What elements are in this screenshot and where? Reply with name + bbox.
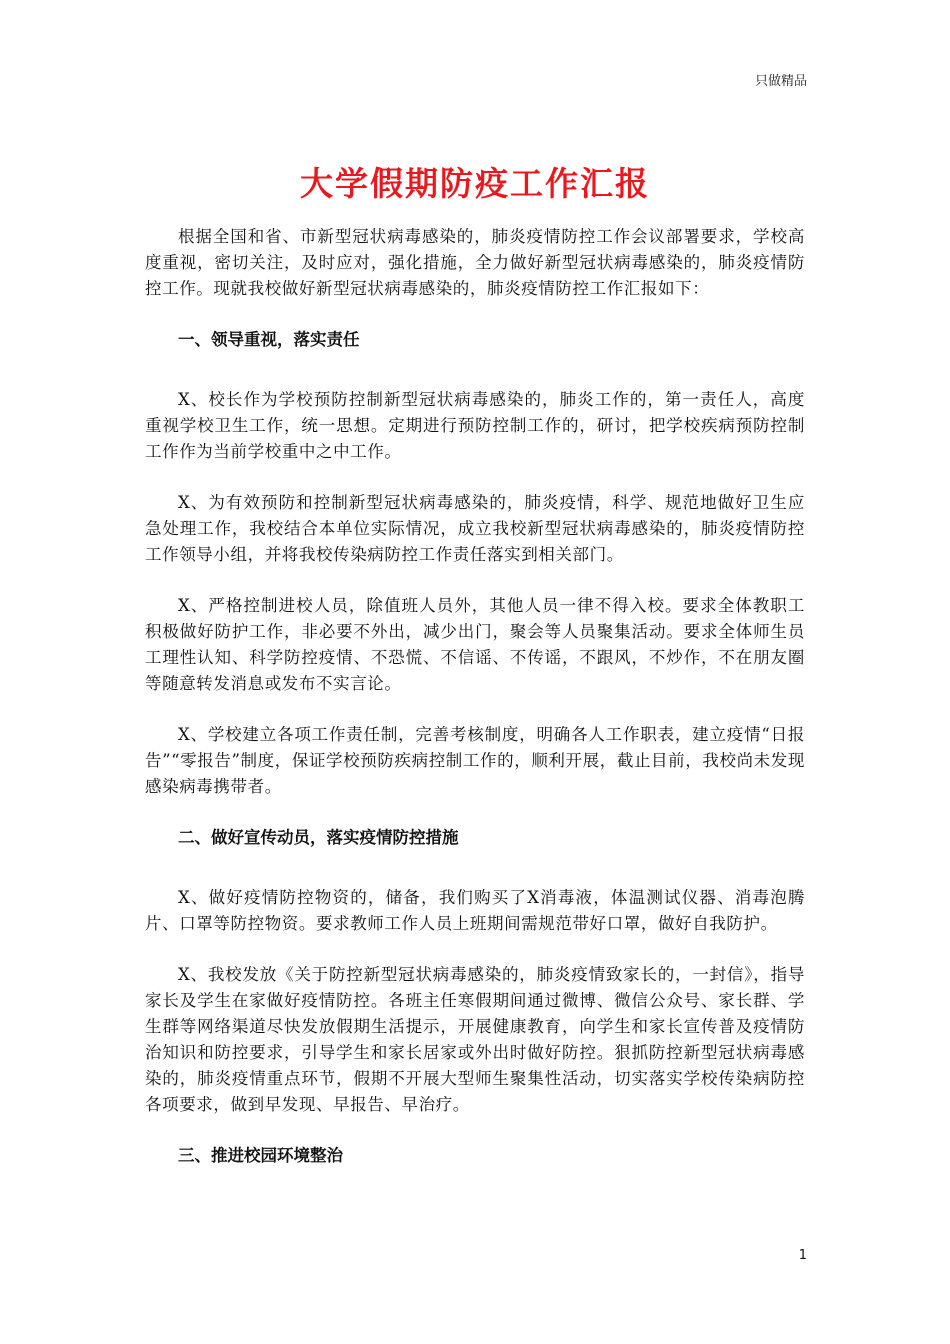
section-2-paragraph-2: X、我校发放《关于防控新型冠状病毒感染的，肺炎疫情致家长的，一封信》，指导家长及学生在家做好疫情防控。各班主任寒假期间通过微博、微信公众号、家长群、学生群等网络渠道尽快发放假期生活提示，开展健康教育，向学生和家长宣传普及疫情防治知识和防控要求，引导学生和家长居家或外出时做好防控。狠抓防控新型冠状病毒感染的，肺炎疫情重点环节，假期不开展大型师生聚集性活动，切实落实学校传染病防控各项要求，做到早发现、早报告、早治疗。 — [145, 965, 805, 1114]
page-number: 1 — [798, 1248, 807, 1263]
section-1-paragraph-1: X、校长作为学校预防控制新型冠状病毒感染的，肺炎工作的，第一责任人，高度重视学校卫生工作，统一思想。定期进行预防控制工作的，研讨，把学校疾病预防控制工作作为当前学校重中之中工作。 — [145, 390, 805, 461]
section-1-paragraph-3: X、严格控制进校人员，除值班人员外，其他人员一律不得入校。要求全体教职工积极做好防护工作，非必要不外出，减少出门，聚会等人员聚集活动。要求全体师生员工理性认知、科学防控疫情、不恐慌、不信谣、不传谣，不跟风，不炒作，不在朋友圈等随意转发消息或发布不实言论。 — [145, 596, 805, 693]
intro-paragraph: 根据全国和省、市新型冠状病毒感染的，肺炎疫情防控工作会议部署要求，学校高度重视，密切关注，及时应对，强化措施，全力做好新型冠状病毒感染的，肺炎疫情防控工作。现就我校做好新型冠状病毒感染的，肺炎疫情防控工作汇报如下： — [145, 227, 805, 298]
document-title: 大学假期防疫工作汇报 — [300, 164, 650, 203]
section-1-paragraph-4: X、学校建立各项工作责任制，完善考核制度，明确各人工作职表，建立疫情“日报告”“零报告”制度，保证学校预防疾病控制工作的，顺利开展，截止目前，我校尚未发现感染病毒携带者。 — [145, 725, 805, 796]
section-1-paragraph-2: X、为有效预防和控制新型冠状病毒感染的，肺炎疫情，科学、规范地做好卫生应急处理工作，我校结合本单位实际情况，成立我校新型冠状病毒感染的，肺炎疫情防控工作领导小组，并将我校传染病防控工作责任落实到相关部门。 — [145, 493, 805, 564]
section-2-paragraph-1: X、做好疫情防控物资的，储备，我们购买了X消毒液，体温测试仪器、消毒泡腾片、口罩等防控物资。要求教师工作人员上班期间需规范带好口罩，做好自我防护。 — [145, 888, 805, 933]
document-body — [145, 224, 805, 1203]
header-mark: 只做精品 — [754, 74, 807, 89]
section-2-heading: 二、做好宣传动员，落实疫情防控措施 — [178, 828, 459, 847]
section-1-heading: 一、领导重视，落实责任 — [178, 330, 360, 349]
section-3-heading: 三、推进校园环境整治 — [178, 1146, 343, 1165]
